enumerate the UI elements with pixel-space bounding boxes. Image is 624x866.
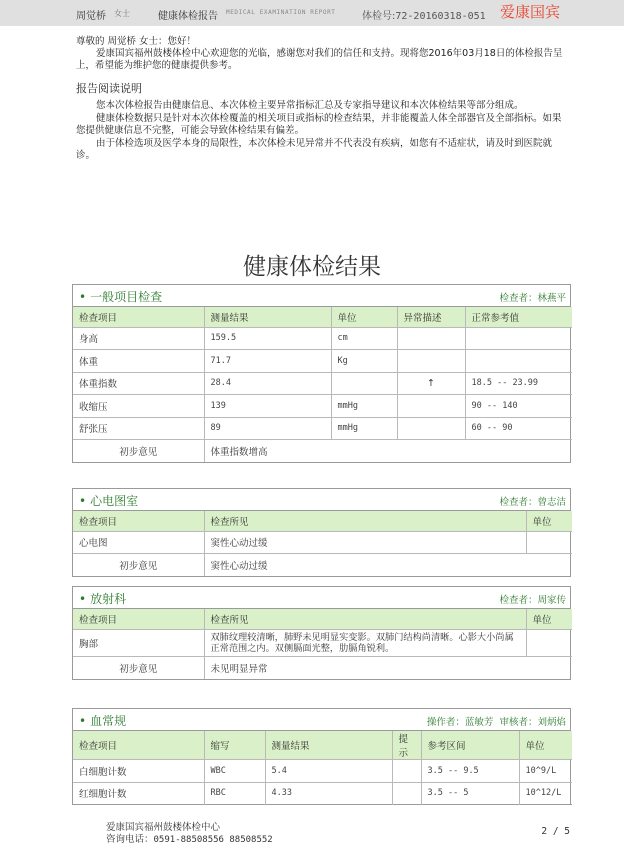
opinion-row — [73, 554, 572, 577]
examiner-name: 周家传 — [537, 595, 566, 606]
greeting: 尊敬的 周觉桥 女士：您好！ — [76, 36, 197, 47]
brand-logo: 爱康国宾 — [500, 3, 561, 21]
item-name: 体重指数 — [73, 372, 204, 395]
general-exam-table — [73, 307, 572, 462]
note-paragraph: 由于体检选项及医学本身的局限性，本次体检未见异常并不代表没有疾病，如您有不适症状，请及时到医院就诊。 — [76, 137, 553, 162]
reviewer-label: 审核者： — [499, 717, 538, 728]
opinion-row — [73, 656, 572, 679]
column-header: 参考区间 — [421, 731, 519, 760]
abnormal-flag — [397, 395, 465, 418]
table-row — [73, 629, 572, 656]
result-value: 28.4 — [204, 372, 331, 395]
table-row — [73, 782, 572, 805]
abbreviation: WBC — [204, 760, 265, 783]
blood-routine-table — [73, 731, 572, 805]
column-header: 检查所见 — [204, 609, 526, 629]
abnormal-flag — [397, 327, 465, 350]
phone-number: 0591-88508556 88508552 — [153, 834, 273, 845]
column-header: 检查项目 — [73, 609, 204, 629]
intro-body: 爱康国宾福州鼓楼体检中心欢迎您的光临，感谢您对我们的信任和支持。现将您2016年03月18日的体检报告呈上，希望能为维护您的健康提供参考。 — [76, 48, 563, 71]
reference-range: 18.5 -- 23.99 — [465, 372, 572, 395]
column-header: 单位 — [331, 307, 397, 327]
table-row — [73, 350, 572, 373]
table-row — [73, 531, 572, 554]
patient-name: 周觉桥 — [76, 11, 106, 22]
exam-number-value: 72-20160318-051 — [395, 11, 486, 22]
result-value: 89 — [204, 417, 331, 440]
operator-reviewer — [427, 714, 566, 728]
blood-routine-section — [72, 708, 571, 805]
examiner — [499, 494, 566, 508]
center-name: 爱康国宾福州鼓楼体检中心 — [106, 822, 221, 833]
section-header — [73, 285, 570, 307]
operator-name: 蓝敏芳 — [464, 717, 494, 728]
unit — [526, 629, 572, 656]
opinion-label: 初步意见 — [73, 656, 204, 679]
column-header: 检查项目 — [73, 731, 204, 760]
reviewer-name: 刘炳焰 — [537, 717, 566, 728]
opinion-text: 窦性心动过缓 — [210, 561, 268, 572]
section-title: • 血常规 — [79, 714, 127, 728]
consult-phone — [106, 834, 273, 847]
column-header: 检查项目 — [73, 307, 204, 327]
item-name: 舒张压 — [73, 417, 204, 440]
opinion-label: 初步意见 — [73, 440, 204, 463]
finding: 双肺纹理较清晰，肺野未见明显实变影。双肺门结构尚清晰。心影大小尚属正常范围之内。双侧膈面光整，肋膈角锐利。 — [204, 629, 526, 656]
hint — [392, 782, 421, 805]
examiner-label: 检查者： — [499, 595, 538, 606]
ecg-table — [73, 511, 572, 576]
table-row — [73, 372, 572, 395]
report-subtitle: MEDICAL EXAMINATION REPORT — [226, 9, 336, 16]
reference-range: 90 -- 140 — [465, 395, 572, 418]
reference-range: 3.5 -- 9.5 — [421, 760, 519, 783]
exam-number-label: 体检号: — [362, 11, 396, 22]
radiology-table — [73, 609, 572, 679]
examiner-name: 曾志洁 — [537, 497, 566, 508]
table-row — [73, 760, 572, 783]
examiner-name: 林燕平 — [537, 293, 566, 304]
hint — [392, 760, 421, 783]
column-header: 单位 — [526, 609, 572, 629]
item-name: 红细胞计数 — [73, 782, 204, 805]
reading-notes-heading: 报告阅读说明 — [76, 82, 142, 95]
section-header — [73, 709, 570, 731]
opinion-label: 初步意见 — [73, 554, 204, 577]
unit: mmHg — [331, 395, 397, 418]
section-header — [73, 489, 570, 511]
result-value: 5.4 — [265, 760, 392, 783]
examiner — [499, 592, 566, 606]
unit: mmHg — [331, 417, 397, 440]
item-name: 收缩压 — [73, 395, 204, 418]
radiology-section — [72, 586, 571, 680]
unit: cm — [331, 327, 397, 350]
column-header: 正常参考值 — [465, 307, 572, 327]
opinion-text: 未见明显异常 — [210, 663, 268, 675]
note-paragraph: 您本次体检报告由健康信息、本次体检主要异常指标汇总及专家指导建议和本次体检结果等部分组成。 — [96, 100, 524, 111]
column-header: 单位 — [526, 511, 572, 531]
unit: 10^12/L — [525, 788, 562, 799]
page-number: 2 / 5 — [541, 826, 570, 837]
report-title: 健康体检报告 — [158, 11, 218, 22]
section-title: • 一般项目检查 — [79, 290, 163, 304]
column-header: 异常描述 — [397, 307, 465, 327]
unit — [526, 531, 572, 554]
operator-label: 操作者： — [426, 717, 465, 728]
abnormal-flag — [397, 350, 465, 373]
column-header: 测量结果 — [265, 731, 392, 760]
section-title-text: 放射科 — [90, 592, 127, 606]
abnormal-flag: ↑ — [397, 372, 465, 395]
exam-number — [362, 7, 486, 22]
examiner-label: 检查者： — [499, 497, 538, 508]
table-row — [73, 395, 572, 418]
phone-label: 咨询电话： — [106, 833, 154, 845]
item-name: 体重 — [73, 350, 204, 373]
opinion-text: 体重指数增高 — [210, 447, 268, 458]
item-name: 胸部 — [73, 629, 204, 656]
result-value: 4.33 — [265, 782, 392, 805]
section-title: • 心电图室 — [79, 494, 139, 508]
examiner — [499, 290, 566, 304]
examiner-label: 检查者： — [499, 293, 538, 304]
section-title: • 放射科 — [79, 592, 127, 606]
column-header: 单位 — [519, 731, 572, 760]
page-header — [0, 0, 624, 26]
unit — [331, 372, 397, 395]
section-title-text: 一般项目检查 — [90, 290, 163, 304]
reference-range: 3.5 -- 5 — [421, 782, 519, 805]
section-header — [73, 587, 570, 609]
table-row — [73, 417, 572, 440]
column-header: 提示 — [392, 731, 421, 760]
section-title-text: 心电图室 — [90, 494, 139, 508]
column-header: 测量结果 — [204, 307, 331, 327]
reference-range — [465, 350, 572, 373]
column-header: 检查项目 — [73, 511, 204, 531]
intro-letter — [76, 36, 568, 72]
ecg-section — [72, 488, 571, 577]
section-title-text: 血常规 — [90, 714, 127, 728]
general-exam-section — [72, 284, 571, 463]
abnormal-flag — [397, 417, 465, 440]
results-title: 健康体检结果 — [243, 254, 381, 280]
opinion-row — [73, 440, 572, 463]
finding: 窦性心动过缓 — [204, 531, 526, 554]
reference-range: 60 -- 90 — [465, 417, 572, 440]
result-value: 139 — [204, 395, 331, 418]
note-paragraph: 健康体检数据只是针对本次体检覆盖的相关项目或指标的检查结果，并非能覆盖人体全部器官及全部指标。如果您提供健康信息不完整，可能会导致体检结果有偏差。 — [76, 112, 562, 137]
reading-notes — [76, 100, 568, 163]
page-footer — [106, 822, 273, 846]
result-value: 159.5 — [204, 327, 331, 350]
patient-title: 女士 — [114, 9, 130, 18]
reference-range — [465, 327, 572, 350]
unit: Kg — [331, 350, 397, 373]
column-header: 缩写 — [204, 731, 265, 760]
unit: 10^9/L — [519, 760, 572, 783]
result-value: 71.7 — [204, 350, 331, 373]
column-header: 检查所见 — [204, 511, 526, 531]
item-name: 身高 — [73, 327, 204, 350]
item-name: 心电图 — [73, 531, 204, 554]
abbreviation: RBC — [204, 782, 265, 805]
item-name: 白细胞计数 — [73, 760, 204, 783]
table-row — [73, 327, 572, 350]
